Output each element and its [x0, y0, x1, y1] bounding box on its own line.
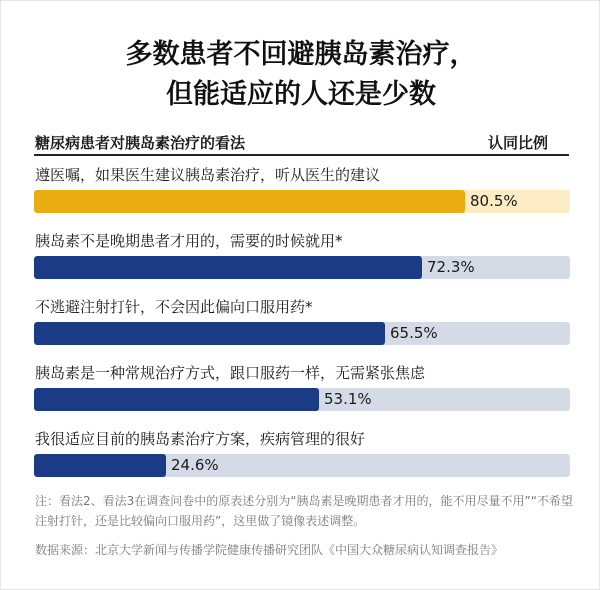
category-header: 糖尿病患者对胰岛素治疗的看法: [35, 134, 246, 152]
bar-label: 胰岛素是一种常规治疗方式，跟口服药一样，无需紧张焦虑: [35, 364, 426, 382]
footnote: 注：看法2、看法3在调查问卷中的原表述分别为“胰岛素是晚期患者才用的，能不用尽量不用”“不希望注射打针，还是比较偏向口服用药”，这里做了镜像表述调整。: [35, 494, 573, 528]
chart-title-line-2: 但能适应的人还是少数: [166, 79, 436, 110]
chart-title-line-1: 多数患者不回避胰岛素治疗，: [125, 39, 477, 70]
bar-value-label: 72.3%: [427, 258, 475, 276]
bar-value-label: 53.1%: [324, 390, 372, 408]
bar-label: 我很适应目前的胰岛素治疗方案，疾病管理的很好: [35, 430, 366, 448]
bar-value-label: 65.5%: [390, 324, 438, 342]
bar: [34, 454, 166, 477]
bar-label: 不逃避注射打针，不会因此偏向口服用药*: [35, 298, 313, 316]
bar-value-label: 24.6%: [171, 456, 219, 474]
bar: [34, 388, 319, 411]
bar: [34, 190, 465, 213]
header-rule: [34, 154, 569, 156]
bar-track: [34, 454, 570, 477]
bar-track: [34, 190, 570, 213]
data-source: 数据来源：北京大学新闻与传播学院健康传播研究团队《中国大众糖尿病认知调查报告》: [35, 543, 504, 557]
bar-track: [34, 388, 570, 411]
bar-track: [34, 322, 570, 345]
chart-title: [1, 35, 600, 115]
bar-label: 遵医嘱，如果医生建议胰岛素治疗，听从医生的建议: [35, 166, 381, 184]
bar: [34, 322, 385, 345]
value-header: 认同比例: [487, 134, 548, 152]
bar-track: [34, 256, 570, 279]
bar-value-label: 80.5%: [470, 192, 518, 210]
bar: [34, 256, 422, 279]
bar-label: 胰岛素不是晚期患者才用的，需要的时候就用*: [35, 232, 343, 250]
